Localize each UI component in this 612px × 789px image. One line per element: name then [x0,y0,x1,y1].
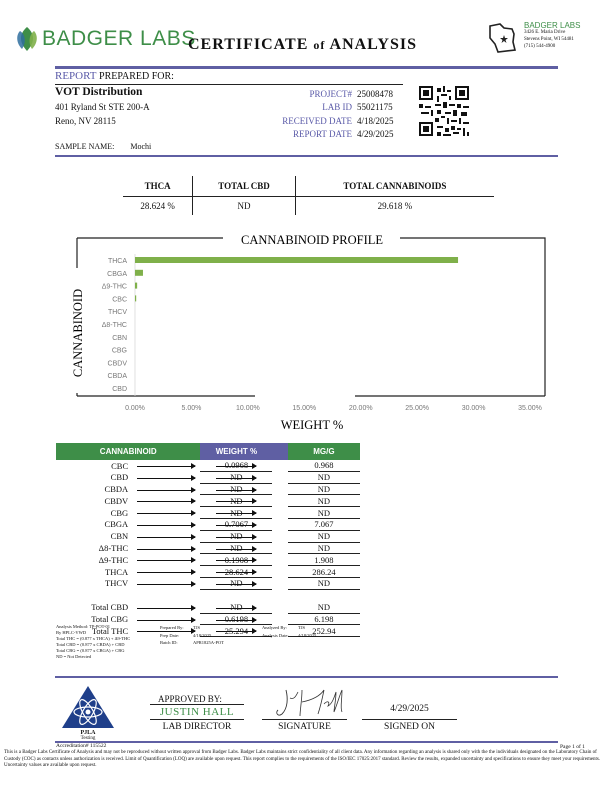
chart-tick-label: 10.00% [235,405,260,412]
mg-value: 0.968 [288,460,360,471]
approver-rule-bottom [150,719,244,720]
chart-category-label: CBGA [107,270,127,278]
row-arrow-gap [272,495,287,507]
analysis-info-labels: Analyzed By: Analysis Date: [262,625,289,638]
results-header-weight: WEIGHT % [200,443,272,460]
cannabinoid-name: CBDV [104,495,129,506]
results-header-mg: MG/G [288,443,360,460]
arrow-icon [132,507,200,519]
table-row [56,542,360,554]
table-row [56,483,360,495]
sample-name: SAMPLE NAME: Mochi [55,142,152,151]
spacer-row [56,589,360,602]
cannabinoid-name: THCA [105,566,129,577]
table-row [56,554,360,566]
chart-category-label: CBN [112,334,127,342]
approval-divider [55,676,558,678]
method-notes: Analysis Method: TP-POT-01 By HPLC-VWD Total THC = (0.877 x THCA) + Δ9-THC Total CBD = (0.877 x CBDA) + CBD Total CBG = (0.877 x CBGA) + CBG ND = Not Detected [56,624,131,659]
prepared-rule [55,84,403,85]
client-name: VOT Distribution [55,86,143,98]
table-row [56,566,360,578]
sample-divider [55,155,558,157]
chart-category-label: CBC [112,296,127,304]
approver-name: JUSTIN HALL [159,706,235,718]
mg-value: ND [288,542,360,554]
badger-logo [14,25,40,53]
signature-label: SIGNATURE [278,722,331,732]
row-arrow-gap [272,602,287,613]
signature-rule [262,719,347,720]
cannabinoid-name: CBG [110,507,129,518]
arrow-icon [132,577,200,589]
row-arrow-gap [272,566,287,578]
accreditation-number: Accreditation# 115522 [56,743,107,749]
footer-divider [55,741,558,743]
table-row [56,530,360,542]
chart-bar-cbga [135,270,143,276]
results-header-cannabinoid: CANNABINOID [56,443,200,460]
chart-category-label: CBDV [107,360,127,368]
table-row [56,518,360,530]
header-divider [55,66,558,69]
report-prepared-for: REPORT PREPARED FOR: [55,70,174,82]
cannabinoid-name: CBN [110,531,129,542]
cannabinoid-name: CBGA [104,519,129,530]
chart-tick-label: 25.00% [405,405,430,412]
arrow-icon [132,530,200,542]
table-row [56,460,360,471]
chart-title: CANNABINOID PROFILE [240,233,384,247]
cannabinoid-name: Total THC [91,625,129,636]
chart-category-label: CBDA [107,373,127,381]
chart-bar-thca [135,257,458,263]
page-number: Page 1 of 1 [560,744,585,750]
logo-text: BADGER LABS [42,27,196,50]
summary-header-thca: THCA [123,176,193,197]
arrow-icon [132,483,200,495]
chart-tick-label: 30.00% [461,405,486,412]
summary-header-total-cbd: TOTAL CBD [193,176,296,197]
chart-ylabel: CANNABINOID [71,288,85,378]
row-arrow-gap [272,483,287,495]
prep-info-values: TJS 4/18/2025 APR1825A-POT [193,625,225,645]
row-arrow-gap [272,518,287,530]
chart-category-label: CBG [111,347,127,355]
summary-total-cbd-value: ND [193,197,296,216]
signed-on-label: SIGNED ON [384,722,435,732]
mg-value: 7.067 [288,518,360,530]
project-number: 25008478 [357,89,393,99]
chart-tick-label: 15.00% [292,405,317,412]
signature-image [272,686,352,720]
cannabinoid-name: Δ8-THC [98,542,129,553]
cannabinoid-profile-chart [60,228,560,433]
table-row [56,495,360,507]
chart-category-label: CBD [112,386,127,393]
approver-role: LAB DIRECTOR [162,722,232,732]
chart-tick-label: 20.00% [348,405,373,412]
cannabinoid-name: Δ9-THC [98,554,129,565]
cannabinoid-name: CBD [110,472,129,483]
cannabinoid-name: THCV [105,578,129,589]
row-arrow-gap [272,577,287,589]
results-header-spacer [272,443,287,460]
lab-address: BADGER LABS 3426 E. Maria Drive Stevens Point, WI 54481 (715) 544-4900 [524,21,581,49]
mg-value: ND [288,602,360,613]
mg-value: ND [288,471,360,483]
chart-tick-label: 0.00% [125,405,145,412]
cannabinoid-name: Total CBD [91,602,129,613]
row-arrow-gap [272,471,287,483]
mg-value: ND [288,483,360,495]
arrow-icon [132,542,200,554]
table-row [56,471,360,483]
summary-table [123,176,494,215]
arrow-icon [132,518,200,530]
mg-value: 286.24 [288,566,360,578]
arrow-icon [132,495,200,507]
pjla-label: PJLA Testing [80,730,96,741]
mg-value: 252.94 [288,625,360,637]
arrow-icon [132,566,200,578]
mg-value: ND [288,530,360,542]
signed-rule [362,719,457,720]
results-table [56,443,360,637]
row-arrow-gap [272,460,287,471]
mg-value: 6.198 [288,613,360,625]
arrow-icon [132,554,200,566]
approver-rule-top [150,704,244,705]
chart-xlabel: WEIGHT % [280,418,344,432]
cannabinoid-name: Total CBG [91,613,129,624]
chart-category-label: THCV [107,309,127,317]
client-address-2: Reno, NV 28115 [55,116,116,126]
mg-value: ND [288,507,360,519]
cannabinoid-name: CBC [111,460,129,471]
signed-date: 4/29/2025 [390,704,429,714]
chart-bar-cbc [135,295,136,301]
summary-header-total-cannabinoids: TOTAL CANNABINOIDS [295,176,494,197]
chart-bar--9-thc [135,283,137,289]
arrow-icon [132,471,200,483]
mg-value: 1.908 [288,554,360,566]
mg-value: ND [288,495,360,507]
lab-id: 55021175 [357,102,393,113]
table-row [56,602,360,613]
chart-category-label: Δ9-THC [101,283,127,291]
summary-thca-value: 28.624 % [123,197,193,216]
row-arrow-gap [272,530,287,542]
cannabinoid-name: CBDA [104,483,129,494]
chart-tick-label: 35.00% [518,405,542,412]
mg-value: ND [288,577,360,589]
wisconsin-icon [484,20,520,56]
footer-disclaimer: This is a Badger Labs Certificate of Analysis and may not be reproduced without written approval from Badger Labs. Badger Labs maintains strict confidentiality of all client data. Any information regarding an analysis is shared only with the the individuals designated on the Laboratory Chain of Custody (COC) as contacts unless authorization is received. Limit of Quantification (LOQ) are available upon request. This report complies to the requirements of the ISO/IEC 17025:2017 standard. Review the results, expanded uncertainty and specifications to ensure they meet your requirements. Uncertainty values are available upon request. [4,750,601,768]
arrow-icon [132,602,200,613]
approved-by-label: APPROVED BY: [158,694,222,704]
document-title: CERTIFICATE of ANALYSIS [188,36,417,53]
client-address-1: 401 Ryland St STE 200-A [55,102,150,112]
row-arrow-gap [272,542,287,554]
row-arrow-gap [272,554,287,566]
project-labels: PROJECT# LAB ID RECEIVED DATE REPORT DATE [282,89,352,139]
analysis-info-values: TJS 4/18/2025 [298,625,317,638]
qr-code-icon [419,86,469,136]
prep-info-labels: Prepared By: Prep Date: Batch ID: [160,625,184,645]
chart-tick-label: 5.00% [181,405,202,412]
row-arrow-gap [272,507,287,519]
chart-category-label: Δ8-THC [101,322,127,329]
table-row [56,577,360,589]
arrow-icon [132,460,200,471]
pjla-logo [60,684,116,730]
summary-total-cannabinoids-value: 29.618 % [377,201,413,211]
received-date: 4/18/2025 [357,115,394,126]
project-values [357,88,394,141]
chart-category-label: THCA [107,258,127,265]
table-row [56,507,360,519]
report-date: 4/29/2025 [357,128,394,139]
